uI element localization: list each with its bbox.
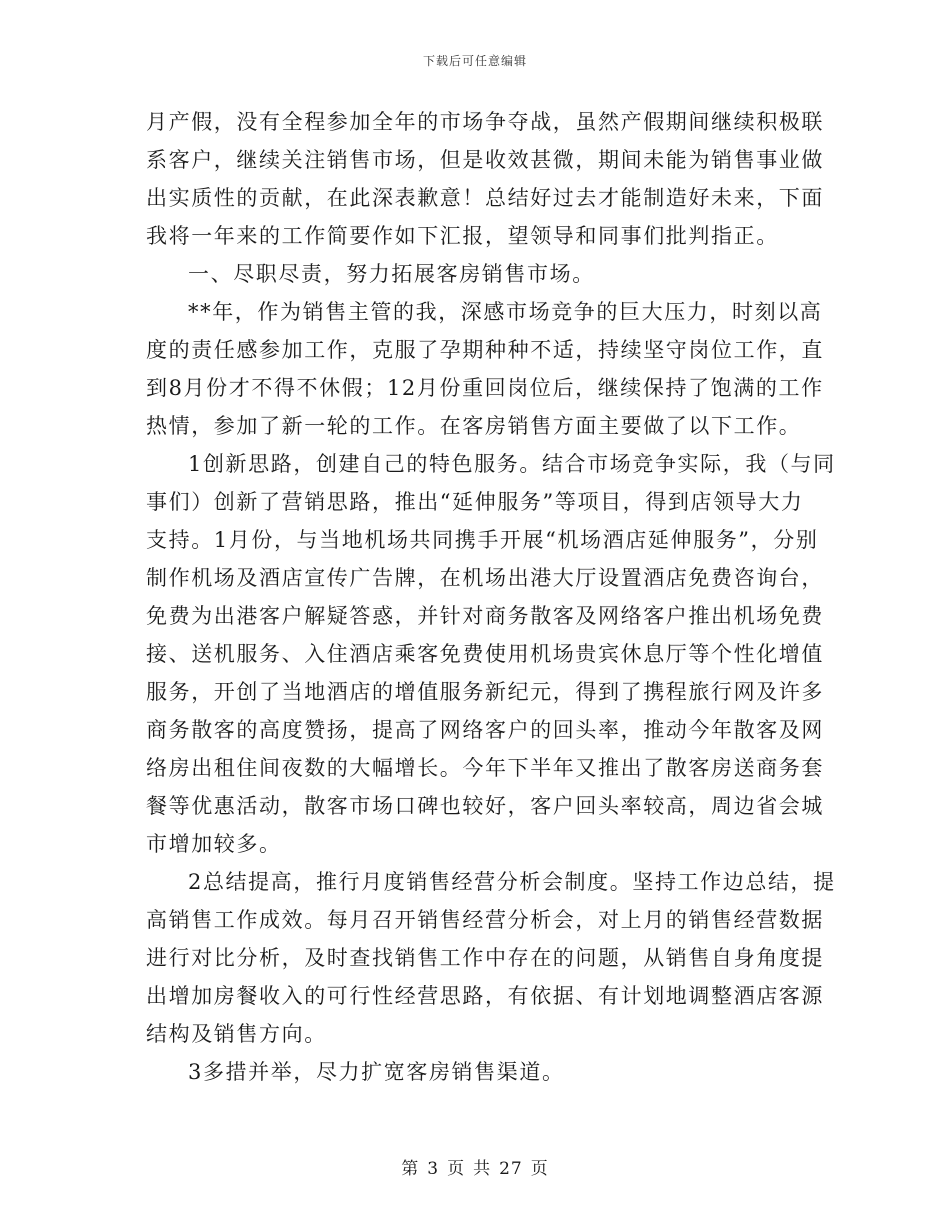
- section-heading: 一、尽职尽责，努力拓展客房销售市场。: [188, 262, 595, 286]
- body-line: 事们）创新了营销思路，推出“延伸服务”等项目，得到店领导大力: [146, 490, 804, 514]
- body-line: 进行对比分析，及时查找销售工作中存在的问题，从销售自身角度提: [146, 946, 824, 970]
- body-line: 系客户，继续关注销售市场，但是收效甚微，期间未能为销售事业做: [146, 148, 824, 172]
- body-line: 出增加房餐收入的可行性经营思路，有依据、有计划地调整酒店客源: [146, 984, 824, 1008]
- body-line: 热情，参加了新一轮的工作。在客房销售方面主要做了以下工作。: [146, 414, 802, 438]
- body-line: 市增加较多。: [146, 832, 282, 856]
- body-line: 餐等优惠活动，散客市场口碑也较好，客户回头率较高，周边省会城: [146, 794, 824, 818]
- body-line: 我将一年来的工作简要作如下汇报，望领导和同事们批判指正。: [146, 224, 779, 248]
- body-line: 1创新思路，创建自己的特色服务。结合市场竞争实际，我（与同: [188, 452, 836, 476]
- page-footer: [0, 1154, 950, 1179]
- body-line: **年，作为销售主管的我，深感市场竞争的巨大压力，时刻以高: [188, 300, 823, 324]
- body-line: 支持。1月份，与当地机场共同携手开展“机场酒店延伸服务”，分别: [146, 528, 819, 552]
- body-line: 出实质性的贡献，在此深表歉意！总结好过去才能制造好未来，下面: [146, 186, 824, 210]
- body-line: 络房出租住间夜数的大幅增长。今年下半年又推出了散客房送商务套: [146, 756, 824, 780]
- footer-suffix: 页: [530, 1159, 549, 1179]
- footer-prefix: 第: [401, 1159, 420, 1179]
- body-line: 度的责任感参加工作，克服了孕期种种不适，持续坚守岗位工作，直: [146, 338, 824, 362]
- body-line: 高销售工作成效。每月召开销售经营分析会，对上月的销售经营数据: [146, 908, 824, 932]
- body-line: 结构及销售方向。: [146, 1022, 327, 1046]
- body-line: 制作机场及酒店宣传广告牌，在机场出港大厅设置酒店免费咨询台，: [146, 566, 824, 590]
- body-line: 月产假，没有全程参加全年的市场争夺战，虽然产假期间继续积极联: [146, 110, 824, 134]
- page-number: 3: [427, 1159, 440, 1179]
- body-line: 接、送机服务、入住酒店乘客免费使用机场贵宾休息厅等个性化增值: [146, 642, 824, 666]
- body-line: 2总结提高，推行月度销售经营分析会制度。坚持工作边总结，提: [188, 870, 836, 894]
- total-pages: 27: [499, 1159, 523, 1179]
- body-line: 商务散客的高度赞扬，提高了网络客户的回头率，推动今年散客及网: [146, 718, 824, 742]
- body-line: 到8月份才不得不休假；12月份重回岗位后，继续保持了饱满的工作: [146, 376, 824, 400]
- body-line: 免费为出港客户解疑答惑，并针对商务散客及网络客户推出机场免费: [146, 604, 824, 628]
- footer-total-word: 共: [473, 1159, 492, 1179]
- footer-page-word: 页: [447, 1159, 466, 1179]
- body-line: 3多措并举，尽力扩宽客房销售渠道。: [188, 1060, 565, 1084]
- body-line: 服务，开创了当地酒店的增值服务新纪元，得到了携程旅行网及许多: [146, 680, 824, 704]
- document-body: [146, 103, 836, 1091]
- page-header: 下载后可任意编辑: [422, 54, 527, 68]
